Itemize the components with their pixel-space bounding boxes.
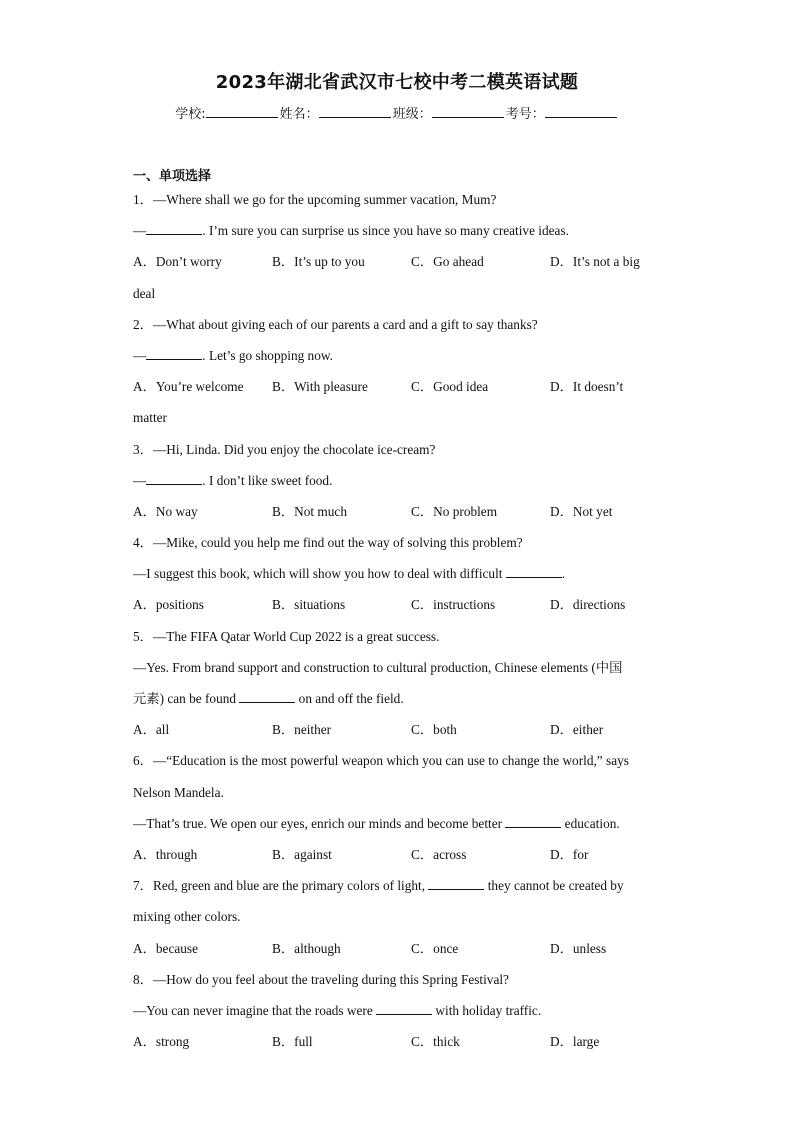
option-b[interactable]: B．It’s up to you (272, 254, 365, 270)
question-8-stem: 8．—How do you feel about the traveling during this Spring Festival? (133, 971, 509, 987)
option-b[interactable]: B．although (272, 940, 341, 956)
option-a[interactable]: A．through (133, 846, 198, 862)
option-a[interactable]: A．Don’t worry (133, 254, 222, 270)
answer-blank (505, 814, 561, 828)
question-5-options (133, 719, 663, 750)
option-d[interactable]: D．for (550, 846, 589, 862)
question-7-stem: 7．Red, green and blue are the primary colors of light, they cannot be created by (133, 878, 624, 894)
question-5-stem: 5．—The FIFA Qatar World Cup 2022 is a great success. (133, 628, 440, 644)
option-a[interactable]: A．because (133, 940, 198, 956)
option-d[interactable]: D．Not yet (550, 503, 613, 519)
option-c[interactable]: C．Good idea (411, 379, 489, 395)
question-3-options (133, 501, 663, 532)
option-b[interactable]: B．situations (272, 597, 346, 613)
school-blank[interactable] (206, 105, 278, 118)
option-b[interactable]: B．With pleasure (272, 379, 368, 395)
name-blank[interactable] (319, 105, 391, 118)
school-label: 学校: (175, 107, 206, 122)
option-a[interactable]: A．positions (133, 597, 204, 613)
question-8-options (133, 1031, 663, 1062)
option-c[interactable]: C．across (411, 846, 467, 862)
question-3-stem: 3．—Hi, Linda. Did you enjoy the chocolate ice-cream? (133, 441, 436, 457)
option-d[interactable]: D．It doesn’t (550, 379, 624, 395)
question-6-extra-line: Nelson Mandela. (133, 784, 224, 800)
question-2-stem: 2．—What about giving each of our parents a card and a gift to say thanks? (133, 316, 538, 332)
question-1-stem: 1．—Where shall we go for the upcoming summer vacation, Mum? (133, 192, 497, 207)
section-title: 一、单项选择 (133, 169, 212, 184)
question-2-options (133, 376, 663, 407)
option-b[interactable]: B．full (272, 1034, 313, 1050)
question-6-answer-line: —That’s true. We open our eyes, enrich our minds and become better education. (133, 815, 620, 831)
question-1-answer-line: — . I’m sure you can surprise us since you have so many creative ideas. (133, 223, 569, 239)
question-3-answer-line: — . I don’t like sweet food. (133, 472, 333, 488)
option-c[interactable]: C．instructions (411, 597, 496, 613)
question-4-answer-line: —I suggest this book, which will show you how to deal with difficult . (133, 566, 566, 582)
option-a[interactable]: A．strong (133, 1034, 190, 1050)
option-d[interactable]: D．It’s not a big (550, 254, 640, 270)
name-label: 姓名： (279, 107, 319, 122)
exam-number-label: 考号： (505, 107, 545, 122)
question-6-options (133, 844, 663, 875)
question-1-options (133, 251, 663, 282)
question-4-stem: 4．—Mike, could you help me find out the way of solving this problem? (133, 535, 523, 551)
option-a[interactable]: A．all (133, 722, 170, 738)
answer-blank (146, 346, 202, 360)
answer-blank (376, 1001, 432, 1015)
question-8-answer-line: —You can never imagine that the roads were with holiday traffic. (133, 1002, 542, 1018)
option-c[interactable]: C．No problem (411, 503, 498, 519)
option-d[interactable]: D．directions (550, 597, 626, 613)
option-a[interactable]: A．You’re welcome (133, 379, 244, 395)
option-c[interactable]: C．both (411, 722, 457, 738)
class-blank[interactable] (432, 105, 504, 118)
option-c[interactable]: C．Go ahead (411, 254, 484, 270)
answer-blank (146, 471, 202, 485)
question-5-extra-line: —Yes. From brand support and construction to cultural production, Chinese elements (中国 (133, 659, 623, 675)
option-b[interactable]: B．neither (272, 722, 332, 738)
option-b[interactable]: B．against (272, 846, 332, 862)
option-d[interactable]: D．unless (550, 940, 607, 956)
answer-blank (506, 564, 562, 578)
exam-number-blank[interactable] (545, 105, 617, 118)
question-4-options (133, 594, 663, 625)
option-d[interactable]: D．large (550, 1034, 600, 1050)
option-c[interactable]: C．once (411, 940, 459, 956)
question-6-stem: 6．—“Education is the most powerful weapon which you can use to change the world,” says (133, 753, 629, 769)
question-2-answer-line: — . Let’s go shopping now. (133, 347, 333, 363)
answer-blank (146, 221, 202, 235)
question-list (133, 189, 663, 1062)
question-1-option-wrap: deal (133, 285, 156, 301)
page-title: 2023年湖北省武汉市七校中考二模英语试题 (215, 72, 579, 93)
student-info-line (0, 103, 794, 122)
question-7-extra-line: mixing other colors. (133, 909, 241, 925)
option-c[interactable]: C．thick (411, 1034, 460, 1050)
answer-blank (428, 876, 484, 890)
option-a[interactable]: A．No way (133, 503, 198, 519)
question-2-option-wrap: matter (133, 410, 167, 426)
answer-blank (239, 689, 295, 703)
option-d[interactable]: D．either (550, 722, 604, 738)
class-label: 班级： (392, 107, 432, 122)
question-7-options (133, 938, 663, 969)
option-b[interactable]: B．Not much (272, 503, 347, 519)
question-5-answer-line: 元素) can be found on and off the field. (133, 691, 404, 706)
